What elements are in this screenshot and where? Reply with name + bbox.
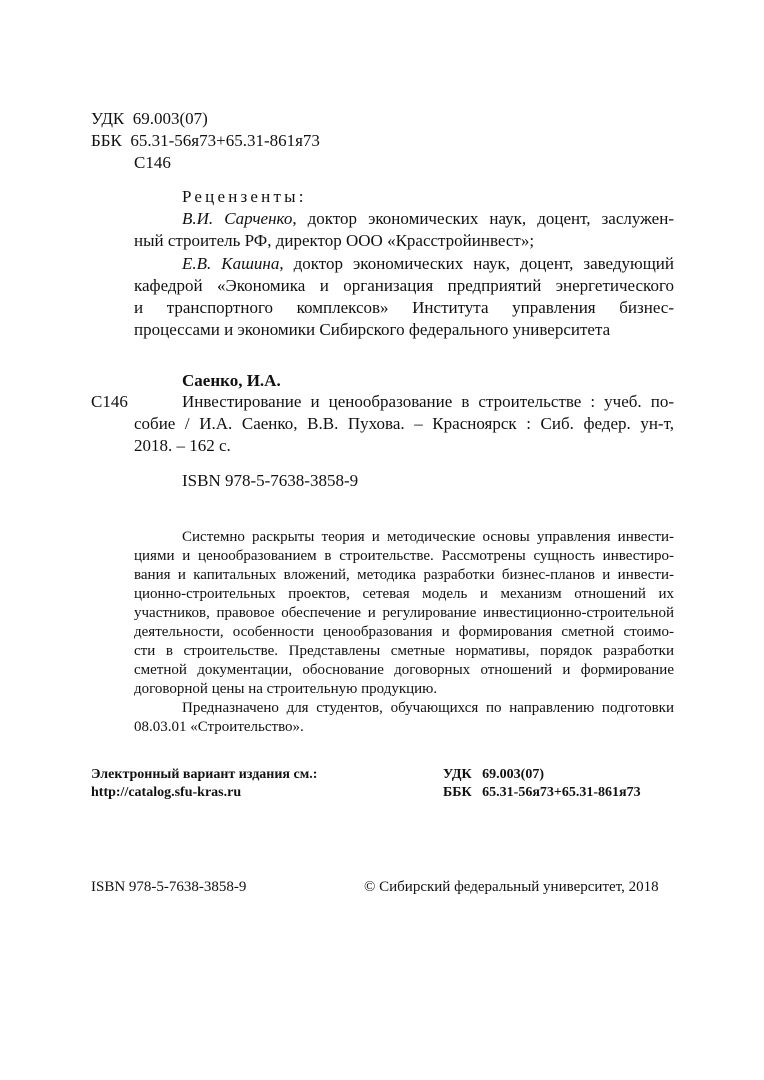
annotation-line-4: ционно-строительных проектов, сетевая модель и механизм отношений их	[134, 586, 674, 602]
bbk-value: 65.31-56я73+65.31-861я73	[130, 131, 320, 150]
reviewer-1-name: В.И. Сарченко	[182, 209, 293, 228]
bib-line-3: 2018. – 162 с.	[134, 436, 231, 455]
purpose-line-2: 08.03.01 «Строительство».	[134, 719, 304, 735]
annotation-line-9: договорной цены на строительную продукцию.	[134, 681, 438, 697]
reviewer-2-line-1: Е.В. Кашина, доктор экономических наук, доцент, заведующий	[182, 254, 675, 273]
electronic-udk: УДК 69.003(07)	[443, 767, 544, 782]
udk-value: 69.003(07)	[132, 109, 208, 128]
annotation-line-6: деятельности, особенности ценообразования и формирования сметной стоимо-	[134, 624, 674, 640]
reviewer-2-name: Е.В. Кашина	[182, 254, 280, 273]
electronic-url[interactable]: http://catalog.sfu-kras.ru	[91, 785, 242, 800]
bbk-line	[91, 131, 320, 151]
electronic-label: Электронный вариант издания см.:	[91, 767, 318, 782]
bib-line-2: собие / И.А. Саенко, В.В. Пухова. – Красноярск : Сиб. федер. ун-т,	[134, 414, 674, 433]
reviewer-2-line-2: кафедрой «Экономика и организация предприятий энергетического	[134, 276, 674, 295]
purpose-line-1: Предназначено для студентов, обучающихся по направлению подготовки	[182, 700, 674, 716]
reviewer-2-line-4: процессами и экономики Сибирского федерального университета	[134, 320, 611, 339]
author-mark: С146	[134, 153, 171, 172]
bib-author-mark: С146	[91, 392, 128, 411]
annotation-line-3: вания и капитальных вложений, методика разработки бизнес-планов и инвести-	[134, 567, 674, 583]
udk-label: УДК	[91, 109, 125, 128]
bib-isbn: ISBN 978-5-7638-3858-9	[182, 471, 359, 490]
reviewer-2-line-3: и транспортного комплексов» Института управления бизнес-	[134, 298, 674, 317]
annotation-line-1: Системно раскрыты теория и методические основы управления инвести-	[182, 529, 674, 545]
annotation-line-2: циями и ценообразованием в строительстве. Рассмотрены сущность инвестиро-	[134, 548, 674, 564]
bbk-label: ББК	[91, 131, 122, 150]
book-author: Саенко, И.А.	[182, 371, 281, 390]
reviewers-heading: Рецензенты:	[182, 187, 307, 206]
annotation-line-5: участников, правовое обеспечение и регулирование инвестиционно-строительной	[134, 605, 674, 621]
footer-isbn: ISBN 978-5-7638-3858-9	[91, 879, 247, 895]
annotation-line-7: сти в строительстве. Представлены сметные нормативы, порядок разработки	[134, 643, 674, 659]
annotation-line-8: сметной документации, обоснование договорных отношений и формирование	[134, 662, 674, 678]
reviewer-1-line-1: В.И. Сарченко, доктор экономических наук, доцент, заслужен-	[182, 209, 674, 228]
reviewer-1-line-2: ный строитель РФ, директор ООО «Красстройинвест»;	[134, 231, 535, 250]
footer-copyright: © Сибирский федеральный университет, 2018	[364, 879, 659, 895]
bib-line-1: Инвестирование и ценообразование в строительстве : учеб. по-	[182, 392, 674, 411]
udk-line	[91, 109, 208, 129]
electronic-bbk: ББК 65.31-56я73+65.31-861я73	[443, 785, 641, 800]
